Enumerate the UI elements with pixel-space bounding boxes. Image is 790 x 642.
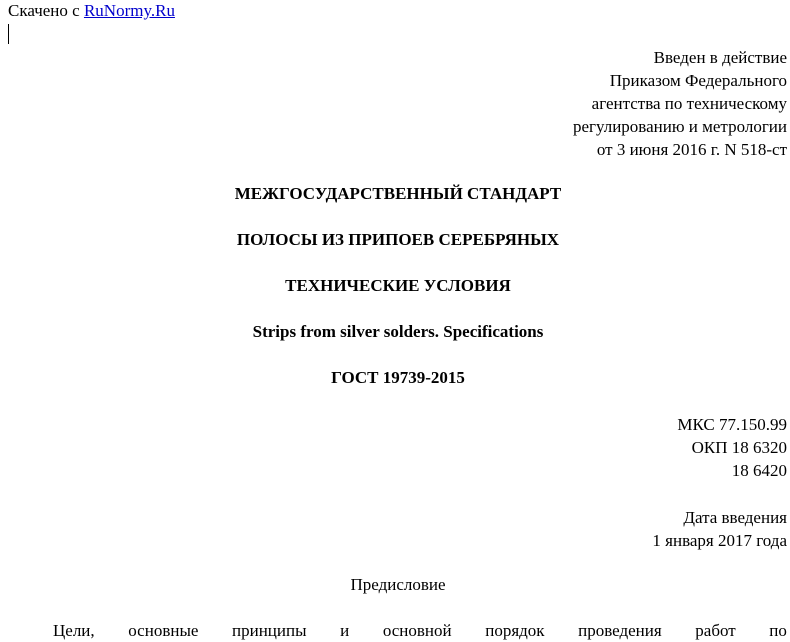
word: проведения (578, 621, 662, 640)
word: основной (382, 621, 452, 640)
standard-name-heading: ПОЛОСЫ ИЗ ПРИПОЕВ СЕРЕБРЯНЫХ (236, 230, 560, 249)
approval-block (573, 46, 787, 161)
word: Цели, (53, 621, 95, 640)
okp-code: ОКП 18 6320 (691, 438, 787, 457)
effective-date-value: 1 января 2017 года (652, 531, 787, 550)
word: принципы (232, 621, 307, 640)
word: по (769, 621, 787, 640)
approval-line: Введен в действие (653, 48, 787, 67)
source-link[interactable]: RuNormy.Ru (83, 1, 175, 20)
standard-type-heading: МЕЖГОСУДАРСТВЕННЫЙ СТАНДАРТ (234, 184, 562, 203)
approval-line: от 3 июня 2016 г. N 518-ст (596, 140, 787, 159)
standard-designation: ГОСТ 19739-2015 (331, 368, 465, 387)
mks-code: МКС 77.150.99 (677, 415, 787, 434)
classification-codes (677, 413, 787, 482)
word: порядок (485, 621, 545, 640)
source-line (8, 1, 175, 21)
effective-date-block (652, 506, 787, 552)
okp-code-secondary: 18 6420 (731, 461, 787, 480)
foreword-heading: Предисловие (350, 575, 446, 594)
approval-line: регулированию и метрологии (572, 117, 787, 136)
effective-date-label: Дата введения (683, 508, 787, 527)
source-prefix: Скачено с (8, 1, 84, 20)
word: основные (128, 621, 199, 640)
text-cursor (8, 24, 9, 44)
standard-english-title: Strips from silver solders. Specifications (252, 322, 544, 341)
standard-subtitle-heading: ТЕХНИЧЕСКИЕ УСЛОВИЯ (285, 276, 511, 295)
approval-line: Приказом Федерального (609, 71, 787, 90)
foreword-paragraph-line (53, 620, 787, 642)
word: и (340, 621, 350, 640)
word: работ (695, 621, 736, 640)
approval-line: агентства по техническому (591, 94, 787, 113)
